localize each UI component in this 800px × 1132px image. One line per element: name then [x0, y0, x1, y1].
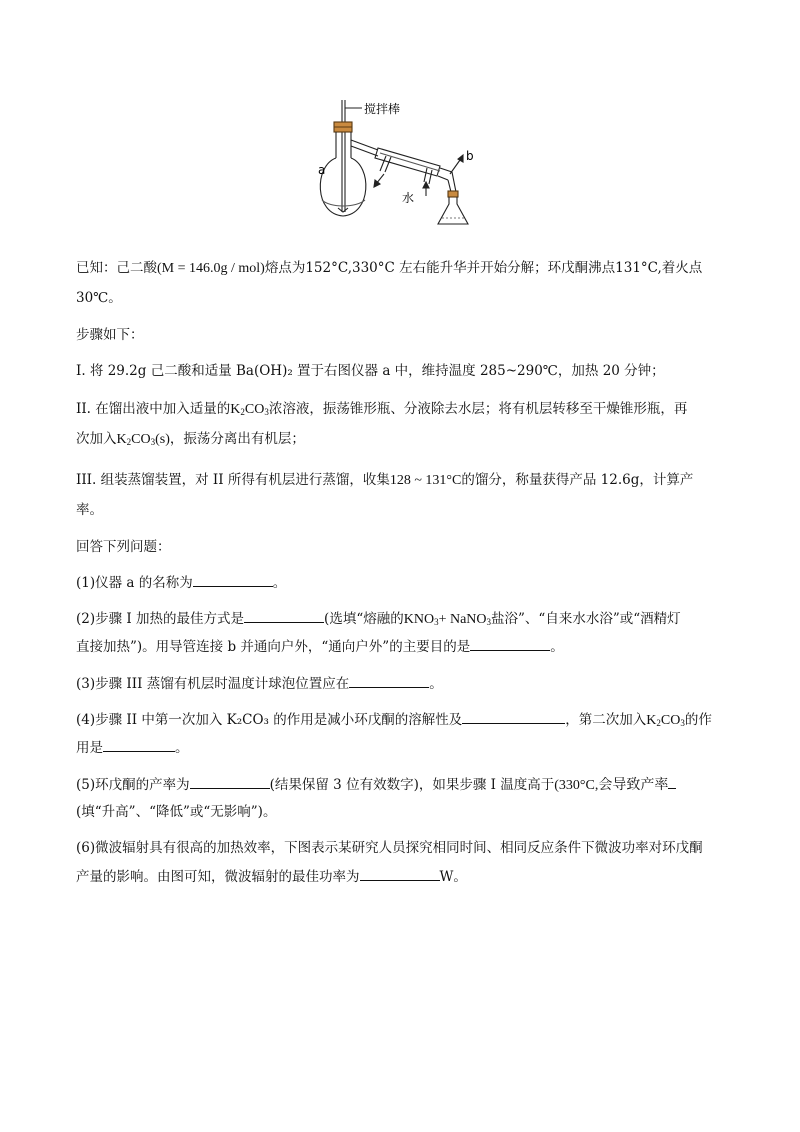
- known-line-1: 已知：己二酸(M = 146.0g / mol)熔点为152°C,330°C 左右能升华并开始分解；环戊酮沸点131°C,着火点: [76, 260, 703, 276]
- question-3: (3)步骤 III 蒸馏有机层时温度计球泡位置应在 。: [76, 673, 726, 694]
- answer-blank-5a[interactable]: [190, 774, 270, 789]
- answer-blank-6[interactable]: [360, 866, 440, 881]
- question-5-line-2: (填“升高”、“降低”或“无影响”)。: [76, 804, 277, 820]
- question-5-line-1: (5)环戊酮的产率为 (结果保留 3 位有效数字)，如果步骤 I 温度高于(330°C,会导致产率: [76, 774, 726, 796]
- question-4-line-1: (4)步骤 II 中第一次加入 K₂CO₃ 的作用是减小环戊酮的溶解性及 ，第二次加入$K_2CO_3$的作: [76, 709, 726, 731]
- question-1: (1)仪器 a 的名称为 。: [76, 572, 726, 593]
- question-6-line-2: 产量的影响。由图可知，微波辐射的最佳功率为 W。: [76, 866, 726, 887]
- answer-blank-2b[interactable]: [470, 636, 550, 651]
- stirrer-label: 搅拌棒: [364, 102, 401, 116]
- question-2-line-1: (2)步骤 I 加热的最佳方式是 (选填“熔融的$KNO_3+$ NaNO$_3$盐浴”、“自来水水浴”或“酒精灯: [76, 608, 726, 630]
- round-flask-shape: [320, 158, 366, 216]
- distillation-apparatus-diagram: [300, 96, 500, 236]
- question-6-line-1: (6)微波辐射具有很高的加热效率，下图表示某研究人员探究相同时间、相同反应条件下微波功率对环戊酮: [76, 840, 703, 856]
- question-2-line-2: 直接加热”)。用导管连接 b 并通向户外，“通向户外”的主要目的是 。: [76, 636, 726, 657]
- step-2-line-2: 次加入$K_2CO_3(s)$，振荡分离出有机层；: [76, 431, 305, 447]
- apparatus-figure: [300, 96, 500, 236]
- step-3-line-2: 率。: [76, 502, 103, 518]
- answer-blank-2a[interactable]: [244, 608, 324, 623]
- steps-title: 步骤如下：: [76, 327, 144, 343]
- answer-blank-4b[interactable]: [103, 737, 175, 752]
- water-label: 水: [402, 191, 415, 205]
- question-4-line-2: 用是 。: [76, 737, 726, 758]
- answer-blank-4a[interactable]: [462, 709, 565, 724]
- answer-title: 回答下列问题：: [76, 539, 171, 555]
- known-line-2: 30℃。: [76, 290, 122, 306]
- step-1: I. 将 29.2g 己二酸和适量 Ba(OH)₂ 置于右图仪器 a 中，维持温度 285~290℃，加热 20 分钟；: [76, 363, 665, 379]
- answer-blank-1[interactable]: [193, 572, 273, 587]
- flask-a-label: a: [318, 163, 326, 177]
- outlet-b-label: b: [466, 149, 474, 163]
- answer-blank-3[interactable]: [349, 673, 429, 688]
- step-2-line-1: II. 在馏出液中加入适量的$K_2CO_3$浓溶液，振荡锥形瓶、分液除去水层；将有机层转移至干燥锥形瓶，再: [76, 401, 688, 417]
- erlenmeyer-flask-shape: [438, 197, 468, 224]
- answer-blank-5b[interactable]: [668, 774, 676, 789]
- step-3-line-1: III. 组装蒸馏装置，对 II 所得有机层进行蒸馏，收集128 ~ 131°C的馏分，称量获得产品 12.6g，计算产: [76, 472, 694, 488]
